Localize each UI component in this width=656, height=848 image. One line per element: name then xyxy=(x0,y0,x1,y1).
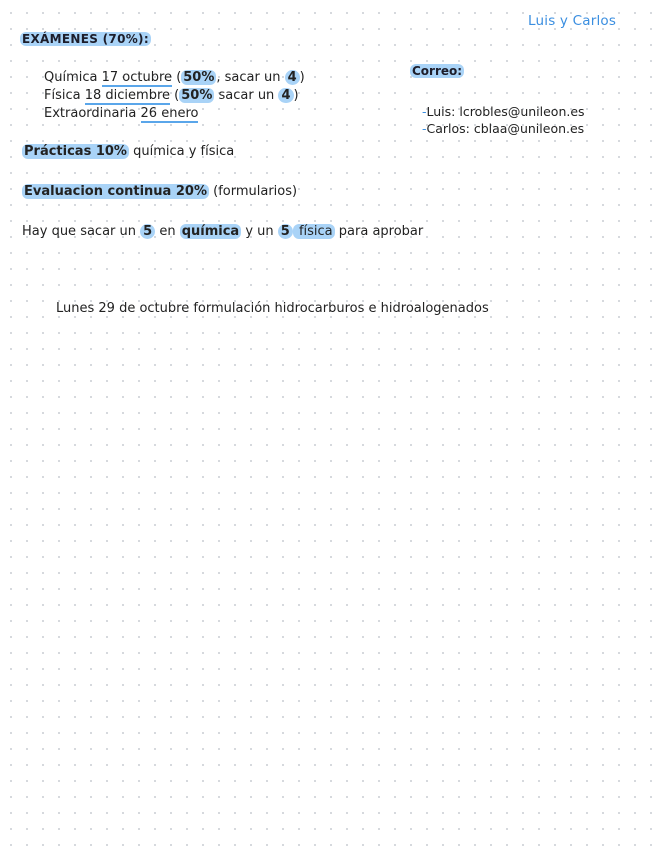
exam-item-quimica xyxy=(44,70,305,85)
evaluacion-rest: (formularios) xyxy=(208,184,298,199)
exam-min-grade: 4 xyxy=(285,70,300,85)
contact-heading-highlight: Correo: xyxy=(412,64,463,78)
exams-heading-highlight: EXÁMENES (70%): xyxy=(22,32,149,46)
bullet-dash: - xyxy=(422,121,427,136)
contact-entry-carlos xyxy=(422,121,584,136)
note-line-lunes: Lunes 29 de octubre formulación hidrocarburos e hidroalogenados xyxy=(56,301,489,316)
evaluacion-highlight: Evaluacion continua 20% xyxy=(24,184,207,199)
aprobar-subject-fisica: física xyxy=(294,224,333,239)
contact-heading xyxy=(410,64,464,78)
exam-date: 26 enero xyxy=(140,106,199,121)
aprobar-line xyxy=(22,224,423,239)
aprobar-subject-quimica: química xyxy=(181,224,240,239)
exam-subject: Física xyxy=(44,88,81,103)
exam-percent: 50% xyxy=(183,70,215,85)
aprobar-text: en xyxy=(155,224,180,239)
exam-date: 17 octubre xyxy=(101,70,173,85)
exam-item-extraordinaria xyxy=(44,106,198,121)
exam-requirement: , sacar un xyxy=(216,70,281,85)
practicas-rest: química y física xyxy=(128,144,235,159)
exam-subject: Extraordinaria xyxy=(44,106,137,121)
exam-min-grade: 4 xyxy=(278,88,293,103)
exam-paren-close: ) xyxy=(299,70,305,85)
practicas-highlight: Prácticas 10% xyxy=(24,144,127,159)
exam-paren-open: ( xyxy=(174,88,180,103)
exam-item-fisica xyxy=(44,88,299,103)
exam-percent: 50% xyxy=(181,88,213,103)
practicas-line xyxy=(22,144,234,159)
aprobar-text: y un xyxy=(241,224,278,239)
exam-requirement: sacar un xyxy=(214,88,275,103)
exam-subject: Química xyxy=(44,70,98,85)
contact-entry-text: Carlos: cblaa@unileon.es xyxy=(426,121,585,136)
bullet-dash: - xyxy=(422,104,427,119)
page-title: Luis y Carlos xyxy=(528,13,617,29)
evaluacion-line xyxy=(22,184,297,199)
aprobar-grade-quimica: 5 xyxy=(140,224,155,239)
aprobar-grade-fisica: 5 xyxy=(278,224,293,239)
aprobar-text: Hay que sacar un xyxy=(22,224,141,239)
exam-paren-open: ( xyxy=(176,70,182,85)
exam-paren-close: ) xyxy=(293,88,299,103)
contact-entry-luis xyxy=(422,104,585,119)
exam-date: 18 diciembre xyxy=(84,88,171,103)
contact-entry-text: Luis: lcrobles@unileon.es xyxy=(426,104,585,119)
exams-heading xyxy=(20,32,151,46)
aprobar-text: para aprobar xyxy=(334,224,424,239)
